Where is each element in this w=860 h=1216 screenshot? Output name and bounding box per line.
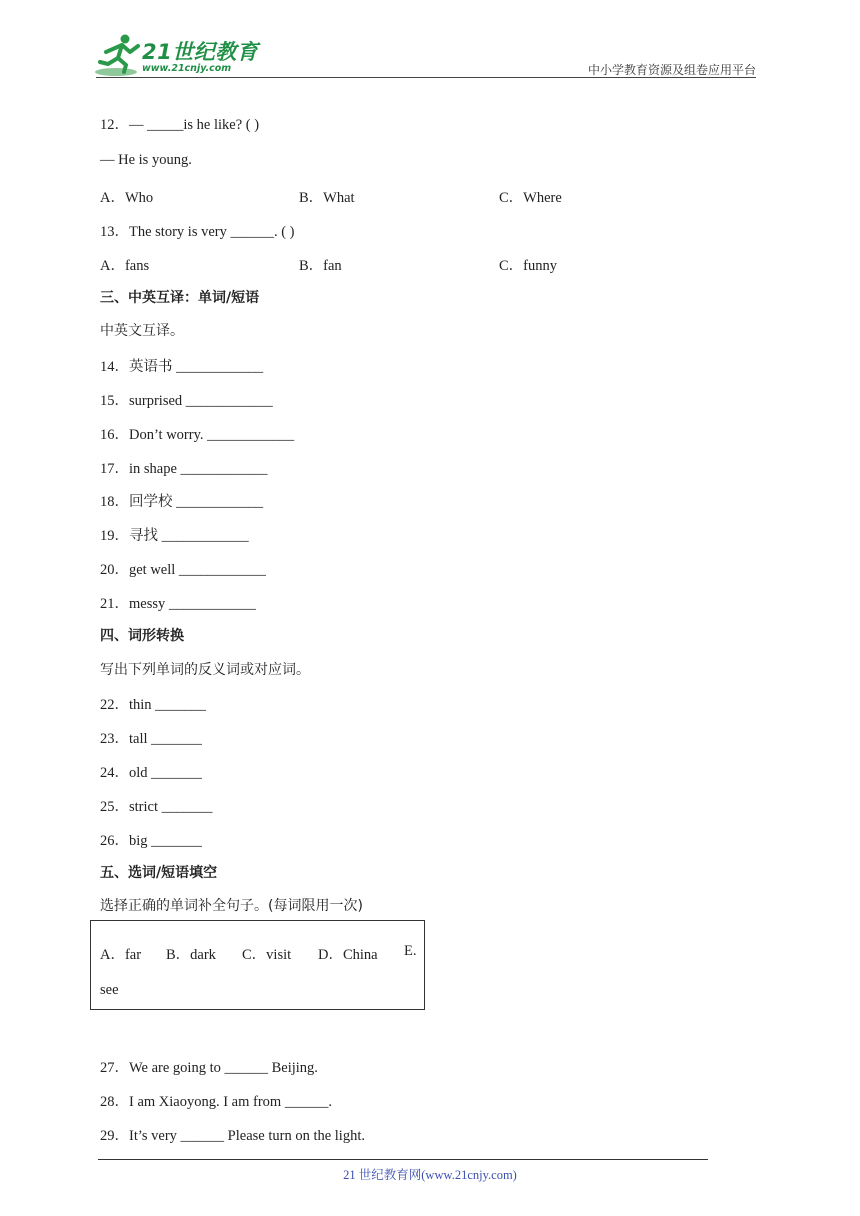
section-4-instruction: 写出下列单词的反义词或对应词。 [100, 662, 310, 678]
item-number: 18． [100, 494, 129, 510]
item-25 [100, 795, 212, 816]
question-stem: — _____is he like? ( ) [129, 117, 260, 133]
word-option-c: C．visit [242, 947, 292, 963]
item-16 [100, 423, 294, 444]
logo-url: www.21cnjy.com [142, 63, 232, 74]
item-text: 英语书 ____________ [129, 359, 264, 375]
item-text: We are going to ______ Beijing. [129, 1060, 318, 1076]
item-text: big _______ [129, 833, 202, 849]
item-text: messy ____________ [129, 596, 256, 612]
item-22 [100, 693, 206, 714]
option-a: A．Who [100, 190, 154, 206]
item-number: 20． [100, 562, 129, 578]
word-option-d: D．China [318, 947, 378, 963]
section-5-title: 五、选词/短语填空 [100, 865, 218, 881]
word-option-b: B．dark [166, 947, 216, 963]
option-b: B．What [299, 190, 355, 206]
item-number: 16． [100, 427, 129, 443]
item-21 [100, 592, 256, 613]
item-number: 15． [100, 393, 129, 409]
item-19 [100, 524, 249, 545]
item-text: 回学校 ____________ [129, 494, 264, 510]
item-17 [100, 457, 268, 478]
section-3-instruction: 中英文互译。 [100, 323, 184, 339]
item-number: 17． [100, 461, 129, 477]
section-5-instruction: 选择正确的单词补全句子。(每词限用一次) [100, 898, 363, 914]
option-a: A．fans [100, 258, 150, 274]
item-14 [100, 355, 263, 376]
option-c: C．Where [499, 190, 562, 206]
runner-logo-icon [94, 32, 142, 78]
section-3-title: 三、中英互译：单词/短语 [100, 290, 260, 306]
item-28 [100, 1090, 332, 1111]
item-number: 27． [100, 1060, 129, 1076]
item-number: 23． [100, 731, 129, 747]
site-name: 中小学教育资源及组卷应用平台 [587, 63, 756, 77]
item-text: It’s very ______ Please turn on the light. [129, 1128, 365, 1144]
footer-divider [98, 1159, 708, 1160]
item-24 [100, 761, 202, 782]
option-b: B．fan [299, 258, 342, 274]
option-c: C．funny [499, 258, 557, 274]
item-23 [100, 727, 202, 748]
item-text: old _______ [129, 765, 202, 781]
question-number: 12． [100, 117, 129, 133]
item-text: Don’t worry. ____________ [129, 427, 295, 443]
item-text: thin _______ [129, 697, 206, 713]
item-text: I am Xiaoyong. I am from ______. [129, 1094, 332, 1110]
question-number: 13． [100, 224, 129, 240]
item-18 [100, 490, 263, 511]
question-13 [100, 220, 295, 241]
item-20 [100, 558, 266, 579]
item-number: 22． [100, 697, 129, 713]
item-number: 19． [100, 528, 129, 544]
footer-text: 21 世纪教育网(www.21cnjy.com) [343, 1168, 517, 1182]
item-26 [100, 829, 202, 850]
item-text: tall _______ [129, 731, 202, 747]
item-29 [100, 1124, 365, 1145]
item-text: surprised ____________ [129, 393, 273, 409]
section-4-title: 四、词形转换 [100, 628, 184, 644]
item-number: 29． [100, 1128, 129, 1144]
question-stem: The story is very ______. ( ) [129, 224, 295, 240]
item-number: 26． [100, 833, 129, 849]
item-number: 25． [100, 799, 129, 815]
item-27 [100, 1056, 318, 1077]
question-12 [100, 113, 259, 134]
question-12-dialog-line: — He is young. [100, 152, 192, 168]
item-text: in shape ____________ [129, 461, 268, 477]
item-text: strict _______ [129, 799, 213, 815]
item-15 [100, 389, 273, 410]
word-option-a: A．far [100, 947, 142, 963]
item-number: 28． [100, 1094, 129, 1110]
word-bank-box [90, 920, 425, 1010]
site-logo [94, 32, 264, 80]
item-number: 24． [100, 765, 129, 781]
word-option-e: E. [404, 943, 417, 959]
item-number: 14． [100, 359, 129, 375]
logo-text: 21世纪教育 [142, 40, 259, 64]
item-number: 21． [100, 596, 129, 612]
word-option-e-text: see [100, 982, 119, 998]
item-text: 寻找 ____________ [129, 528, 249, 544]
header-divider [96, 77, 756, 78]
item-text: get well ____________ [129, 562, 266, 578]
